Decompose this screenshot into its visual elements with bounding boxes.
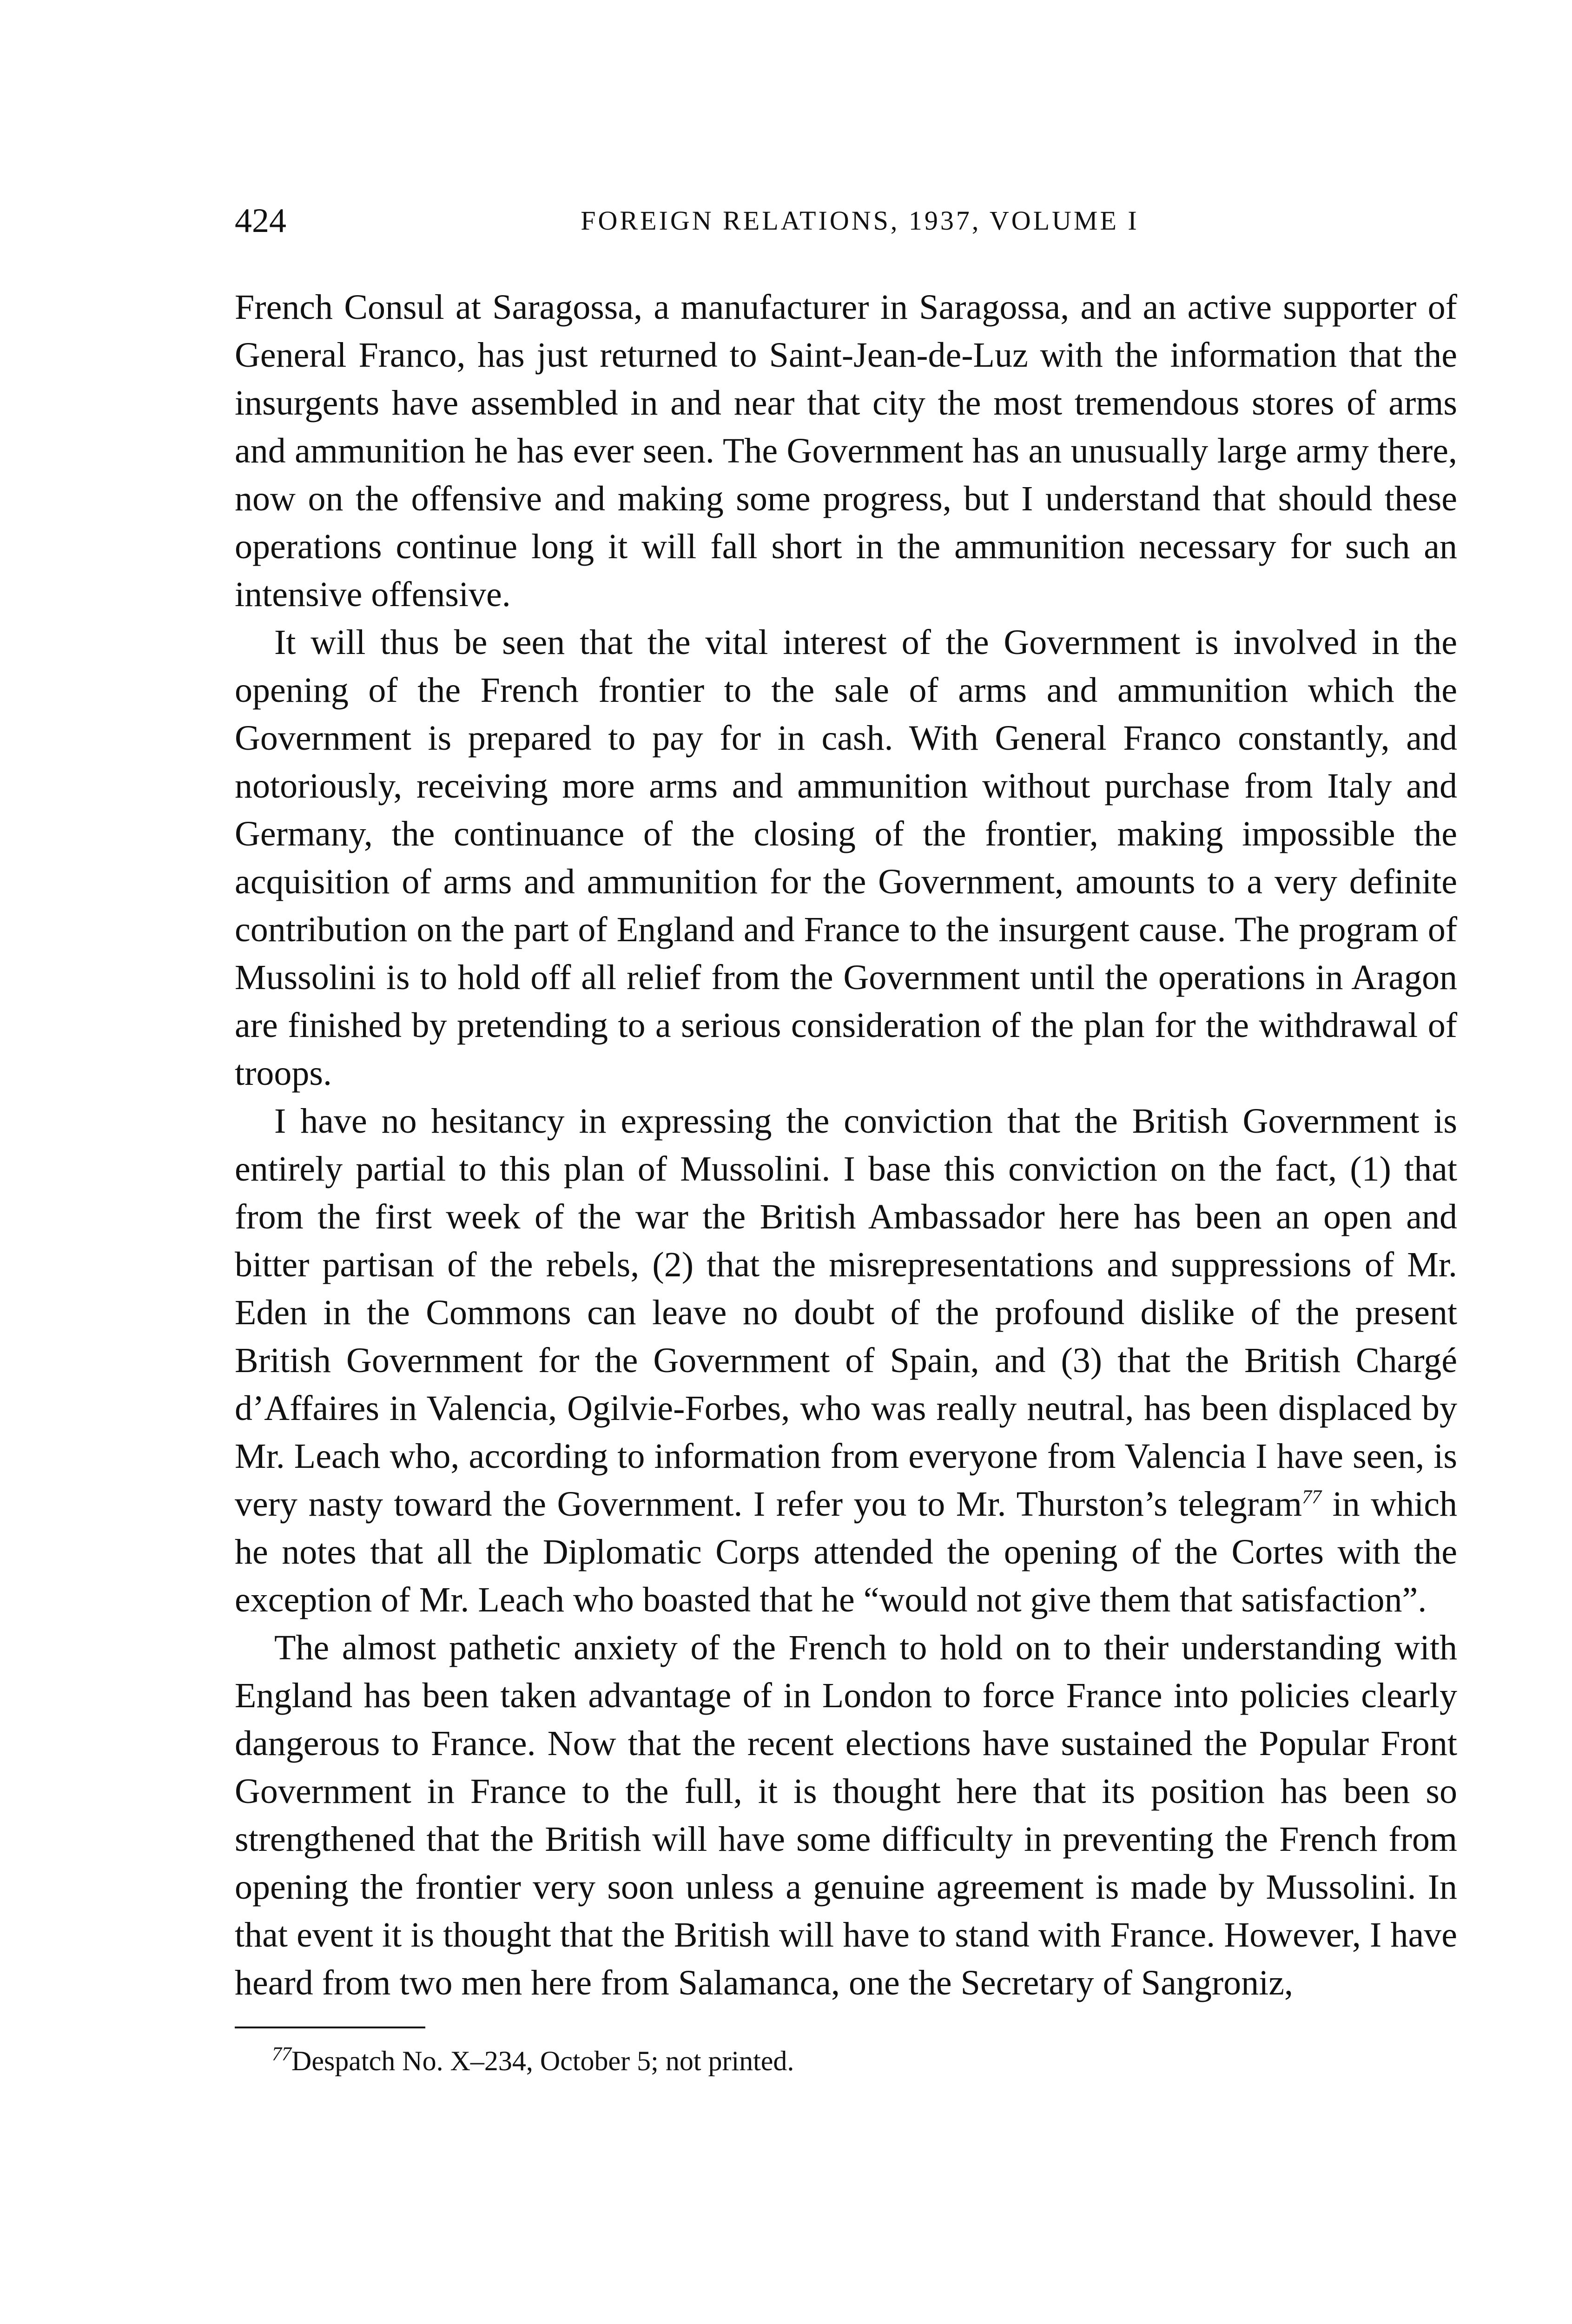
page-number: 424 xyxy=(235,202,286,240)
footnote-text: Despatch No. X–234, October 5; not printed. xyxy=(291,2046,794,2076)
footnote-divider xyxy=(235,2027,425,2028)
footnote xyxy=(235,2042,1457,2080)
paragraph-2: It will thus be seen that the vital interest of the Government is involved in the opening of the French frontier to the sale of arms and ammunition which the Government is prepared to pay for in cash. With General Franco constantly, and notoriously, receiving more arms and ammunition without purchase from Italy and Germany, the continuance of the closing of the frontier, making impossible the acquisition of arms and ammunition for the Government, amounts to a very definite contribution on the part of England and France to the insurgent cause. The program of Mussolini is to hold off all relief from the Government until the operations in Aragon are finished by pretending to a serious consideration of the plan for the withdrawal of troops. xyxy=(235,623,1457,1093)
paragraph-4: The almost pathetic anxiety of the French to hold on to their understanding with England has been taken advantage of in London to force France into policies clearly dangerous to France. Now that the recent elections have sustained the Popular Front Government in France to the full, it is thought here that its position has been so strengthened that the British will have some difficulty in preventing the French from opening the frontier very soon unless a genuine agreement is made by Mussolini. In that event it is thought that the British will have to stand with France. However, I have heard from two men here from Salamanca, one the Secretary of Sangroniz, xyxy=(235,1628,1457,2002)
paragraph-3 xyxy=(235,1097,1457,1624)
paragraph-1: French Consul at Saragossa, a manufacturer in Saragossa, and an active supporter of General Franco, has just returned to Saint-Jean-de-Luz with the information that the insurgents have assembled in and near that city the most tremendous stores of arms and ammunition he has ever seen. The Government has an unusually large army there, now on the offensive and making some progress, but I understand that should these operations continue long it will fall short in the ammunition necessary for such an intensive offensive. xyxy=(235,288,1457,614)
page-header xyxy=(235,195,1457,251)
running-head: FOREIGN RELATIONS, 1937, VOLUME I xyxy=(581,205,1139,236)
paragraph-3-text-a: I have no hesitancy in expressing the conviction that the British Government is entirely partial to this plan of Mussolini. I base this conviction on the fact, (1) that from the first week of the war the British Ambassador here has been an open and bitter partisan of the rebels, (2) that the misrepresentations and suppressions of Mr. Eden in the Commons can leave no doubt of the profound dislike of the present British Government for the Government of Spain, and (3) that the British Chargé d’Affaires in Valencia, Ogilvie-Forbes, who was really neutral, has been displaced by Mr. Leach who, according to information from everyone from Valencia I have seen, is very nasty toward the Government. I refer you to Mr. Thurston’s telegram xyxy=(235,1102,1457,1524)
document-page xyxy=(235,195,1457,2080)
footnote-reference: 77 xyxy=(1302,1486,1322,1508)
footnote-marker: 77 xyxy=(272,2044,291,2065)
paragraph-3-text-b: in which he notes that all the Diplomatic Corps attended the opening of the Cortes with the exception of Mr. Leach who boasted that he “would not give them that satisfaction”. xyxy=(235,1485,1457,1619)
body-text xyxy=(235,284,1457,2007)
